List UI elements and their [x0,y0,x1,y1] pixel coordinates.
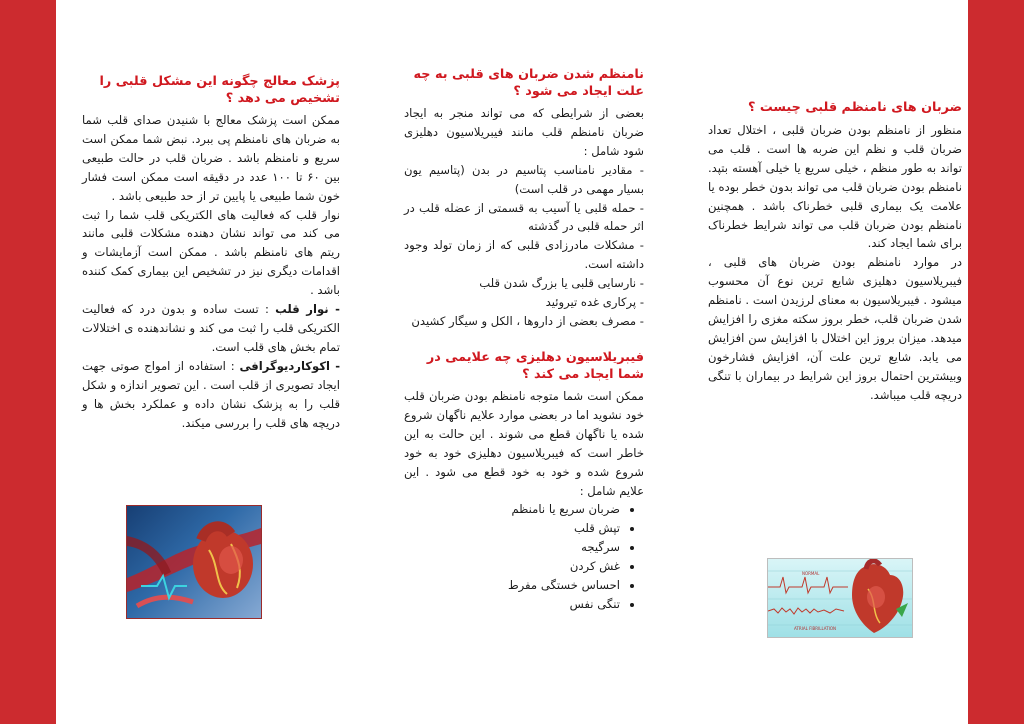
paragraph: نوار قلب که فعالیت های الکتریکی قلب شما را ثبت می کند می تواند نشان دهنده مشکلات قلبی مانند ریتم های نامنظم باشد . ممکن است آزمایشات و اقدامات دیگری نیز در تشخیص این بیماری کمک کننده باشد . [82,207,340,298]
term-echo-desc: : استفاده از امواج صوتی جهت ایجاد تصویری از قلب است . این تصویر اندازه و شکل قلب را به پزشک نشان داده و عملکرد بخش ها و دریچه های قلب را بررسی میکند. [82,358,340,430]
heading-symptoms: فیبریلاسیون دهلیزی چه علایمی در شما ایجاد می کند ؟ [426,350,644,382]
symptoms-intro: ممکن است شما متوجه نامنظم بودن ضربان قلب خود نشوید اما در بعضی موارد علایم ناگهان شروع شده یا ناگهان قطع می شوند . این حالت به این خاطر است که فیبریلاسیون دهلیزی خود به خود شروع شده و خود به خود قطع می شود . این علایم شامل : [404,389,644,498]
cause-item: - حمله قلبی یا آسیب به قسمتی از عضله قلب در اثر حمله قلبی در گذشته [404,200,644,234]
heart-arteries-illustration [126,505,262,619]
left-red-band [0,0,56,724]
heart-ecg-illustration [767,558,913,638]
panel-right-body [708,121,962,405]
term-echocardiography: - اکوکاردیوگرافی [239,358,341,373]
right-red-band [968,0,1024,724]
cause-item: - مقادیر نامناسب پتاسیم در بدن (پتاسیم یون بسیار مهمی در قلب است) [404,162,644,196]
ecg-traces-graphic [768,559,912,637]
symptom-item: • تپش قلب [404,519,620,538]
ecg-normal-label: NORMAL [802,571,820,576]
panel-left-body [82,111,340,432]
heading-causes: نامنظم شدن ضربان های قلبی به چه علت ایجاد می شود ؟ [413,67,644,99]
causes-section [404,104,644,331]
symptoms-section [404,387,644,614]
paragraph: در موارد نامنظم بودن ضربان های قلبی ، فیبریلاسیون دهلیزی شایع ترین نوع آن محسوب میشود . فیبریلاسیون به معنای لرزیدن است . نامنظم شدن ضربان قلب، خطر بروز سکته مغزی را افزایش میدهد. میزان بروز این اختلال با افزایش سن افزایش می یابد. شایع ترین علت آن، افزایش فشارخون وبیشترین احتمال بروز این شرایط در بیماران با تنگی دریچه قلب میباشد. [708,255,962,402]
paragraph [82,300,340,357]
symptom-item: • تنگی نفس [404,595,620,614]
symptom-item: • احساس خستگی مفرط [404,576,620,595]
term-ecg-desc: : تست ساده و بدون درد که فعالیت الکتریکی قلب را ثبت می کند و نشاندهنده ی اختلالات تمام بخش های قلب است. [82,302,340,354]
causes-intro: بعضی از شرایطی که می تواند منجر به ایجاد ضربان نامنظم قلب مانند فیبریلاسیون دهلیزی شود شامل : [404,106,644,158]
cause-item: - نارسایی قلبی یا بزرگ شدن قلب [479,276,644,291]
symptom-item: • ضربان سریع یا نامنظم [404,500,620,519]
heart-arteries-graphic [127,506,261,618]
symptom-item: • غش کردن [404,557,620,576]
symptoms-list [404,500,644,614]
symptom-item: • سرگیجه [404,538,620,557]
panel-middle [404,0,644,724]
paragraph [82,357,340,433]
paragraph: منظور از نامنظم بودن ضربان قلبی ، اختلال تعداد ضربان قلب و نظم این ضربه ها است . قلب می تواند به طور منظم ، خیلی سریع یا خیلی آهسته بتپد. نامنظم بودن ضربان قلب می تواند بدون خطر بوده یا علامت یک بیماری قلبی خطرناک باشد . همچنین نامنظم بودن ضربان قلب می تواند شرایط خطرناک برای شما ایجاد کند. [708,123,962,251]
cause-item: - پرکاری غده تیروئید [545,295,644,310]
cause-item: - مشکلات مادرزادی قلبی که از زمان تولد وجود داشته است. [404,238,644,272]
term-ecg: - نوار قلب [275,302,340,317]
heading-diagnosis: پزشک معالج چگونه این مشکل قلبی را تشخیص می دهد ؟ [99,74,340,106]
paragraph: ممکن است پزشک معالج با شنیدن صدای قلب شما به ضربان های نامنظم پی ببرد. نبض شما ممکن است سریع و نامنظم باشد . ضربان قلب در حالت طبیعی بین ۶۰ تا ۱۰۰ عدد در دقیقه است ممکن است فشار خون شما طبیعی یا پایین تر از حد طبیعی باشد . [82,113,340,203]
ecg-af-label: ATRIAL FIBRILLATION [794,626,836,631]
cause-item: - مصرف بعضی از داروها ، الکل و سیگار کشیدن [411,313,644,328]
heading-what-is-arrhythmia: ضربان های نامنظم قلبی چیست ؟ [747,100,962,115]
